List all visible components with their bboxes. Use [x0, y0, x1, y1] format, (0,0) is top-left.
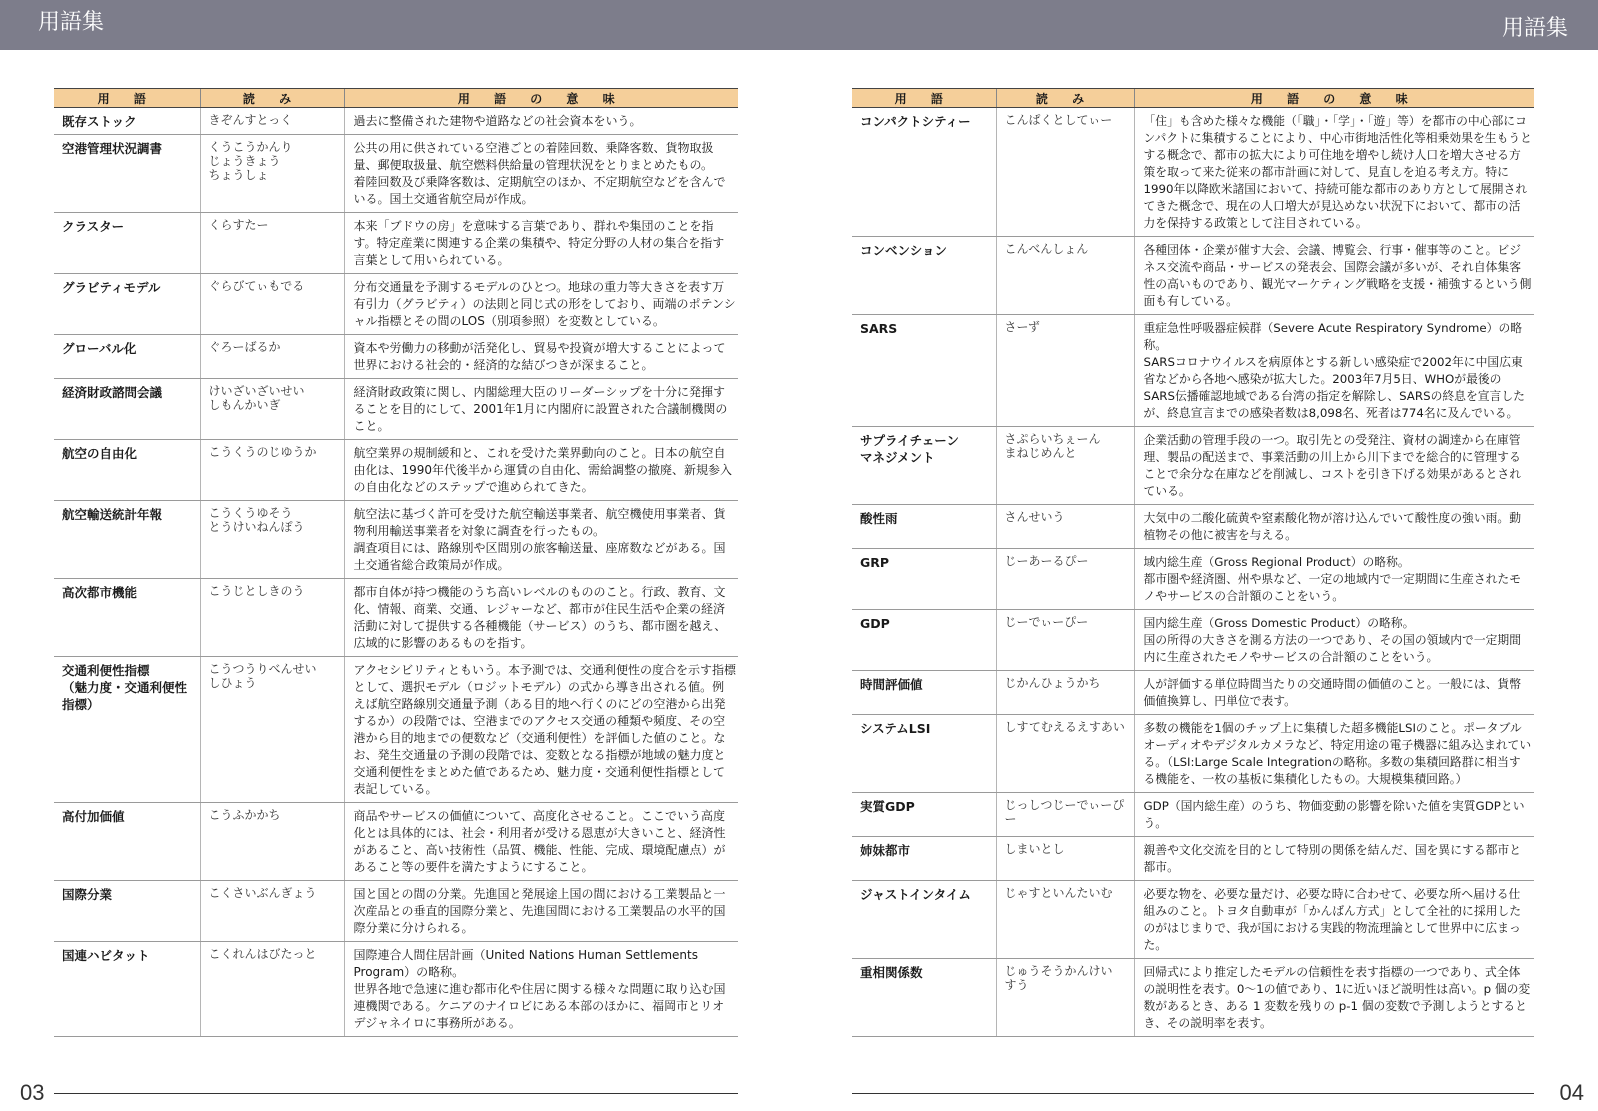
- reading-cell: しまいとし: [996, 837, 1134, 881]
- meaning-cell: 商品やサービスの価値について、高度化させること。ここでいう高度化とは具体的には、社会・利用者が受ける恩恵が大きいこと、経済性があること、高い技術性（品質、機能、性能、完成、環境配慮点）があること等の要件を満たすようにすること。: [344, 803, 738, 881]
- term-cell: グラビティモデル: [54, 274, 200, 335]
- term-cell: GRP: [852, 549, 996, 610]
- term-cell: 実質GDP: [852, 793, 996, 837]
- glossary-body-page-04: [852, 108, 1534, 1037]
- term-cell: 時間評価値: [852, 671, 996, 715]
- table-row: [54, 440, 738, 501]
- term-cell: システムLSI: [852, 715, 996, 793]
- meaning-cell: 企業活動の管理手段の一つ。取引先との受発注、資材の調達から在庫管理、製品の配送まで、事業活動の川上から川下までを総合的に管理することで余分な在庫などを削減し、コストを引き下げる効果があるとされている。: [1134, 427, 1534, 505]
- reading-cell: じかんひょうかち: [996, 671, 1134, 715]
- table-row: [852, 549, 1534, 610]
- term-cell: 国連ハビタット: [54, 942, 200, 1037]
- table-row: [54, 335, 738, 379]
- reading-cell: こうふかかち: [200, 803, 344, 881]
- reading-cell: さぷらいちぇーん まねじめんと: [996, 427, 1134, 505]
- column-header-term: 用 語: [852, 89, 996, 108]
- table-row: [852, 671, 1534, 715]
- term-cell: SARS: [852, 315, 996, 427]
- reading-cell: じゅうそうかんけい すう: [996, 959, 1134, 1037]
- table-row: [852, 610, 1534, 671]
- header-title-left: 用語集: [38, 10, 105, 35]
- meaning-cell: 人が評価する単位時間当たりの交通時間の価値のこと。一般には、貨幣価値換算し、円単位で表す。: [1134, 671, 1534, 715]
- meaning-cell: 国際連合人間住居計画（United Nations Human Settlements Program）の略称。 世界各地で急速に進む都市化や住居に関する様々な問題に取り込む国連機関である。ケニアのナイロビにある本部のほかに、福岡市とリオデジャネイロに事務所がある。: [344, 942, 738, 1037]
- reading-cell: くうこうかんり じょうきょう ちょうしょ: [200, 135, 344, 213]
- table-row: [54, 657, 738, 803]
- term-cell: 高付加価値: [54, 803, 200, 881]
- reading-cell: ぐろーばるか: [200, 335, 344, 379]
- meaning-cell: 回帰式により推定したモデルの信頼性を表す指標の一つであり、式全体の説明性を表す。0～1の値であり、1に近いほど説明性は高い。p 個の変数があるとき、ある 1 変数を残りの p-1 個の変数で予測しようとするとき、その説明率を表す。: [1134, 959, 1534, 1037]
- table-row: [54, 379, 738, 440]
- term-cell: 国際分業: [54, 881, 200, 942]
- meaning-cell: アクセシビリティともいう。本予測では、交通利便性の度合を示す指標として、選択モデル（ロジットモデル）の式から導き出される値。例えば航空路線別交通量予測（ある目的地へ行くのにどの空港から出発するか）の段階では、空港までのアクセス交通の種類や頻度、その空港から目的地までの便数など（交通利便性）を評価した値のこと。なお、発生交通量の予測の段階では、変数となる指標が地域の魅力度と交通利便性をまとめた値であるため、魅力度・交通利便性指標として表記している。: [344, 657, 738, 803]
- table-row: [852, 108, 1534, 237]
- reading-cell: こうつうりべんせい しひょう: [200, 657, 344, 803]
- reading-cell: じーあーるぴー: [996, 549, 1134, 610]
- page-number-left: 03: [20, 1080, 45, 1105]
- reading-cell: こんぱくとしてぃー: [996, 108, 1134, 237]
- table-row: [852, 881, 1534, 959]
- glossary-table-page-03: [54, 88, 738, 1037]
- table-row: [852, 315, 1534, 427]
- reading-cell: じゃすといんたいむ: [996, 881, 1134, 959]
- meaning-cell: 「住」も含めた様々な機能（「職」・「学」・「遊」等）を都市の中心部にコンパクトに集積することにより、中心市街地活性化等相乗効果を生もうとする概念で、都市の拡大により可住地を増やし続け人口を増大させる方策を取って来た従来の都市計画に対して、見直しを迫る考え方。特に1990年以降欧米諸国において、持続可能な都市のあり方として展開されてきた概念で、現在の人口増大が見込めない状況下において、都市の活力を保持する政策として注目されている。: [1134, 108, 1534, 237]
- bottom-rule-left: [54, 1093, 738, 1094]
- reading-cell: くらすたー: [200, 213, 344, 274]
- meaning-cell: 国内総生産（Gross Domestic Product）の略称。 国の所得の大きさを測る方法の一つであり、その国の領域内で一定期間内に生産されたモノやサービスの合計額のことをいう。: [1134, 610, 1534, 671]
- table-header-row: [54, 89, 738, 108]
- term-cell: 航空輸送統計年報: [54, 501, 200, 579]
- reading-cell: さんせいう: [996, 505, 1134, 549]
- page-number-right: 04: [1559, 1080, 1584, 1105]
- table-row: [54, 942, 738, 1037]
- meaning-cell: 航空法に基づく許可を受けた航空輸送事業者、航空機使用事業者、貨物利用輸送事業者を対象に調査を行ったもの。 調査項目には、路線別や区間別の旅客輸送量、座席数などがある。国土交通省総合政策局が作成。: [344, 501, 738, 579]
- reading-cell: じっしつじーでぃーぴー: [996, 793, 1134, 837]
- meaning-cell: 各種団体・企業が催す大会、会議、博覧会、行事・催事等のこと。ビジネス交流や商品・サービスの発表会、国際会議が多いが、それ自体集客性の高いものであり、観光マーケティング戦略を支援・補強するという側面も有している。: [1134, 237, 1534, 315]
- table-row: [852, 505, 1534, 549]
- meaning-cell: 親善や文化交流を目的として特別の関係を結んだ、国を異にする都市と都市。: [1134, 837, 1534, 881]
- table-row: [54, 274, 738, 335]
- reading-cell: けいざいざいせい しもんかいぎ: [200, 379, 344, 440]
- meaning-cell: 本来「ブドウの房」を意味する言葉であり、群れや集団のことを指す。特定産業に関連する企業の集積や、特定分野の人材の集合を指す言葉として用いられている。: [344, 213, 738, 274]
- header-bar: [0, 0, 1598, 50]
- term-cell: GDP: [852, 610, 996, 671]
- term-cell: 航空の自由化: [54, 440, 200, 501]
- table-row: [852, 715, 1534, 793]
- table-row: [54, 135, 738, 213]
- meaning-cell: 都市自体が持つ機能のうち高いレベルのもののこと。行政、教育、文化、情報、商業、交通、レジャーなど、都市が住民生活や企業の経済活動に対して提供する各種機能（サービス）のうち、都市圏を越え、広域的に影響のあるものを指す。: [344, 579, 738, 657]
- table-row: [54, 501, 738, 579]
- table-row: [852, 237, 1534, 315]
- term-cell: 姉妹都市: [852, 837, 996, 881]
- reading-cell: きぞんすとっく: [200, 108, 344, 135]
- meaning-cell: 必要な物を、必要な量だけ、必要な時に合わせて、必要な所へ届ける仕組みのこと。トヨタ自動車が「かんばん方式」として全社的に採用したのがはじまりで、我が国における実践的物流理論として世界中に広まった。: [1134, 881, 1534, 959]
- meaning-cell: 多数の機能を1個のチップ上に集積した超多機能LSIのこと。ポータブルオーディオやデジタルカメラなど、特定用途の電子機器に組み込まれている。（LSI:Large Scale Integrationの略称。多数の集積回路群に相当する機能を、一枚の基板に集積化したもの。大規模集積回路。）: [1134, 715, 1534, 793]
- reading-cell: こうくうのじゆうか: [200, 440, 344, 501]
- table-row: [54, 579, 738, 657]
- table-row: [54, 213, 738, 274]
- meaning-cell: 国と国との間の分業。先進国と発展途上国の間における工業製品と一次産品との垂直的国際分業と、先進国間における工業製品の水平的国際分業に分けられる。: [344, 881, 738, 942]
- reading-cell: ぐらびてぃもでる: [200, 274, 344, 335]
- header-title-right: 用語集: [1501, 16, 1568, 41]
- reading-cell: さーず: [996, 315, 1134, 427]
- term-cell: 重相関係数: [852, 959, 996, 1037]
- table-row: [852, 959, 1534, 1037]
- meaning-cell: 大気中の二酸化硫黄や窒素酸化物が溶け込んでいて酸性度の強い雨。動植物その他に被害を与える。: [1134, 505, 1534, 549]
- column-header-term: 用 語: [54, 89, 200, 108]
- table-row: [852, 427, 1534, 505]
- table-row: [852, 793, 1534, 837]
- glossary-table-page-04: [852, 88, 1534, 1037]
- term-cell: コンベンション: [852, 237, 996, 315]
- reading-cell: しすてむえるえすあい: [996, 715, 1134, 793]
- meaning-cell: 資本や労働力の移動が活発化し、貿易や投資が増大することによって世界における社会的・経済的な結びつきが深まること。: [344, 335, 738, 379]
- meaning-cell: 公共の用に供されている空港ごとの着陸回数、乗降客数、貨物取扱量、郵便取扱量、航空燃料供給量の管理状況をとりまとめたもの。 着陸回数及び乗降客数は、定期航空のほか、不定期航空などを含んでいる。国土交通省航空局が作成。: [344, 135, 738, 213]
- reading-cell: こんべんしょん: [996, 237, 1134, 315]
- meaning-cell: 重症急性呼吸器症候群（Severe Acute Respiratory Syndrome）の略称。 SARSコロナウイルスを病原体とする新しい感染症で2002年に中国広東省などから各地へ感染が拡大した。2003年7月5日、WHOが最後のSARS伝播確認地域である台湾の指定を解除し、SARSの終息を宣言したが、終息宣言までの感染者数は8,098名、死者は774名に及んでいる。: [1134, 315, 1534, 427]
- column-header-meaning: 用 語 の 意 味: [344, 89, 738, 108]
- meaning-cell: 分布交通量を予測するモデルのひとつ。地球の重力等大きさを表す万有引力（グラビティ）の法則と同じ式の形をしており、両端のポテンシャル指標とその間のLOS（別項参照）を変数としている。: [344, 274, 738, 335]
- table-row: [54, 881, 738, 942]
- meaning-cell: 航空業界の規制緩和と、これを受けた業界動向のこと。日本の航空自由化は、1990年代後半から運賃の自由化、需給調整の撤廃、新規参入の自由化などのステップで進められてきた。: [344, 440, 738, 501]
- term-cell: 高次都市機能: [54, 579, 200, 657]
- table-header-row: [852, 89, 1534, 108]
- term-cell: 空港管理状況調書: [54, 135, 200, 213]
- bottom-rule-right: [852, 1093, 1534, 1094]
- meaning-cell: 過去に整備された建物や道路などの社会資本をいう。: [344, 108, 738, 135]
- term-cell: 経済財政諮問会議: [54, 379, 200, 440]
- term-cell: クラスター: [54, 213, 200, 274]
- meaning-cell: 経済財政政策に関し、内閣総理大臣のリーダーシップを十分に発揮することを目的にして、2001年1月に内閣府に設置された合議制機関のこと。: [344, 379, 738, 440]
- term-cell: 既存ストック: [54, 108, 200, 135]
- meaning-cell: GDP（国内総生産）のうち、物価変動の影響を除いた値を実質GDPという。: [1134, 793, 1534, 837]
- term-cell: サプライチェーン マネジメント: [852, 427, 996, 505]
- column-header-reading: 読 み: [996, 89, 1134, 108]
- table-row: [54, 803, 738, 881]
- term-cell: グローバル化: [54, 335, 200, 379]
- term-cell: 交通利便性指標 （魅力度・交通利便性指標）: [54, 657, 200, 803]
- column-header-meaning: 用 語 の 意 味: [1134, 89, 1534, 108]
- reading-cell: こくれんはびたっと: [200, 942, 344, 1037]
- reading-cell: こうじとしきのう: [200, 579, 344, 657]
- reading-cell: こうくうゆそう とうけいねんぽう: [200, 501, 344, 579]
- term-cell: 酸性雨: [852, 505, 996, 549]
- column-header-reading: 読 み: [200, 89, 344, 108]
- reading-cell: こくさいぶんぎょう: [200, 881, 344, 942]
- table-row: [852, 837, 1534, 881]
- meaning-cell: 域内総生産（Gross Regional Product）の略称。 都市圏や経済圏、州や県など、一定の地域内で一定期間に生産されたモノやサービスの合計額のことをいう。: [1134, 549, 1534, 610]
- term-cell: ジャストインタイム: [852, 881, 996, 959]
- reading-cell: じーでぃーぴー: [996, 610, 1134, 671]
- term-cell: コンパクトシティー: [852, 108, 996, 237]
- table-row: [54, 108, 738, 135]
- glossary-body-page-03: [54, 108, 738, 1037]
